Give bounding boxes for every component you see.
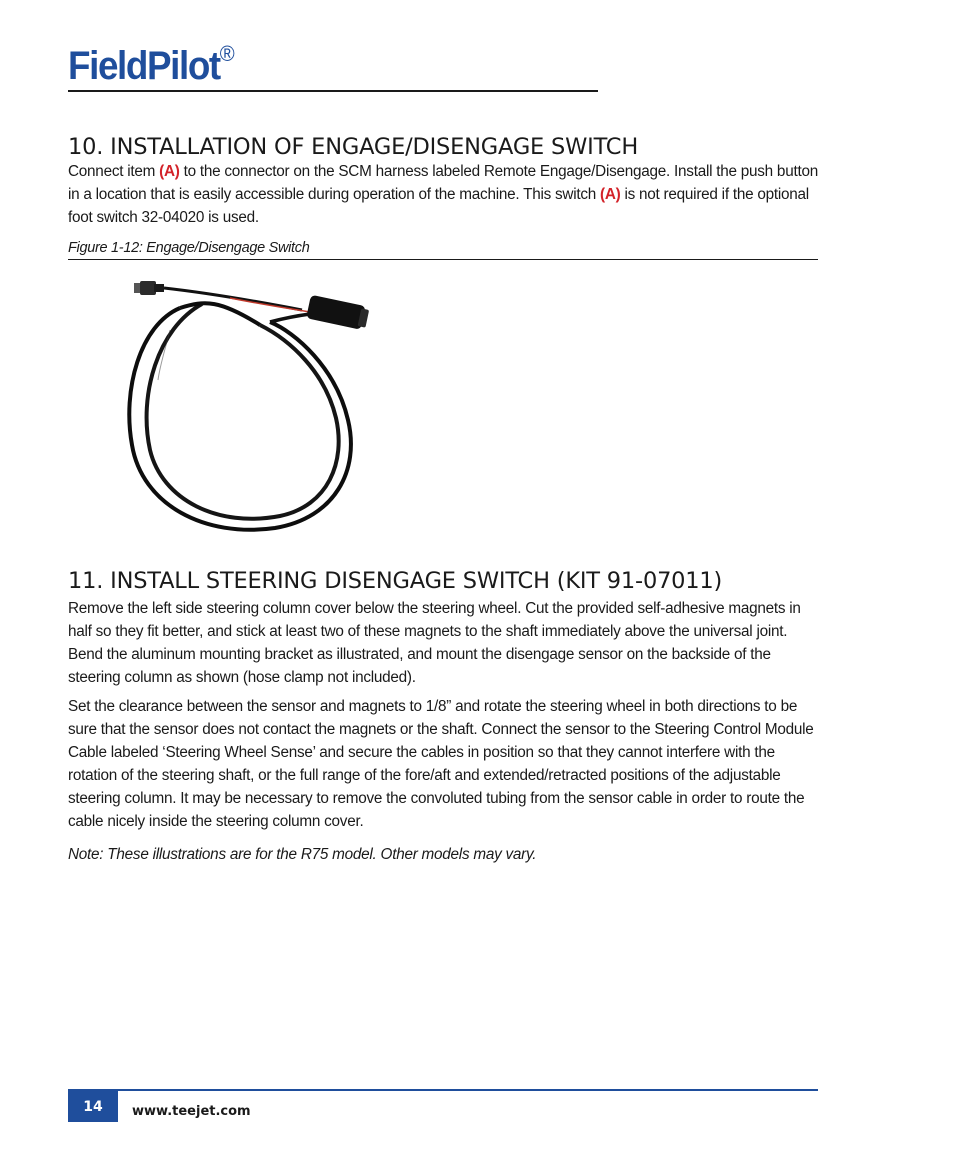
section-11-paragraph-1: Remove the left side steering column cover below the steering wheel. Cut the provided self-adhesive magnets in half so they fit better, and stick at least two of these magnets to the shaft immediately above the universal joint. Bend the aluminum mounting bracket as illustrated, and mount the disengage sensor on the backside of the steering column as shown (hose clamp not included). (68, 600, 801, 686)
section-11-heading: 11. INSTALL STEERING DISENGAGE SWITCH (KIT 91-07011) (68, 568, 723, 594)
item-a-reference: (A) (600, 186, 621, 203)
section-11-paragraph-2: Set the clearance between the sensor and magnets to 1/8” and rotate the steering wheel in both directions to be sure that the sensor does not contact the magnets or the shaft. Connect the sensor to the Steering Control Module Cable labeled ‘Steering Wheel Sense’ and secure the cables in position so that they cannot interfere with the rotation of the steering shaft, or the full range of the fore/aft and extended/retracted positions of the adjustable steering column. It may be necessary to remove the convoluted tubing from the sensor cable in order to route the cable nicely inside the steering column cover. (68, 698, 814, 830)
figure-caption: Figure 1-12: Engage/Disengage Switch (68, 240, 310, 256)
website-link[interactable]: www.teejet.com (132, 1104, 251, 1119)
brand-name: FieldPilot (68, 44, 220, 88)
section-10-text-3: is not required if the optional foot switch 32-04020 is used. (68, 186, 809, 226)
section-10-paragraph (68, 160, 823, 229)
fieldpilot-logo (68, 40, 235, 89)
header-rule (68, 90, 598, 92)
footer-rule (68, 1089, 818, 1091)
page-number: 14 (68, 1091, 118, 1122)
engage-switch-cable-photo (110, 270, 390, 550)
model-note: Note: These illustrations are for the R75 model. Other models may vary. (68, 846, 537, 863)
section-10-text-1: Connect item (68, 163, 160, 180)
caption-rule (68, 259, 818, 260)
section-10-text-2: to the connector on the SCM harness labeled Remote Engage/Disengage. Install the push button in a location that is easily accessible during operation of the machine. This switch (68, 163, 818, 203)
registered-mark: ® (219, 40, 235, 66)
section-10-heading: 10. INSTALLATION OF ENGAGE/DISENGAGE SWITCH (68, 134, 639, 160)
item-a-reference: (A) (159, 163, 180, 180)
